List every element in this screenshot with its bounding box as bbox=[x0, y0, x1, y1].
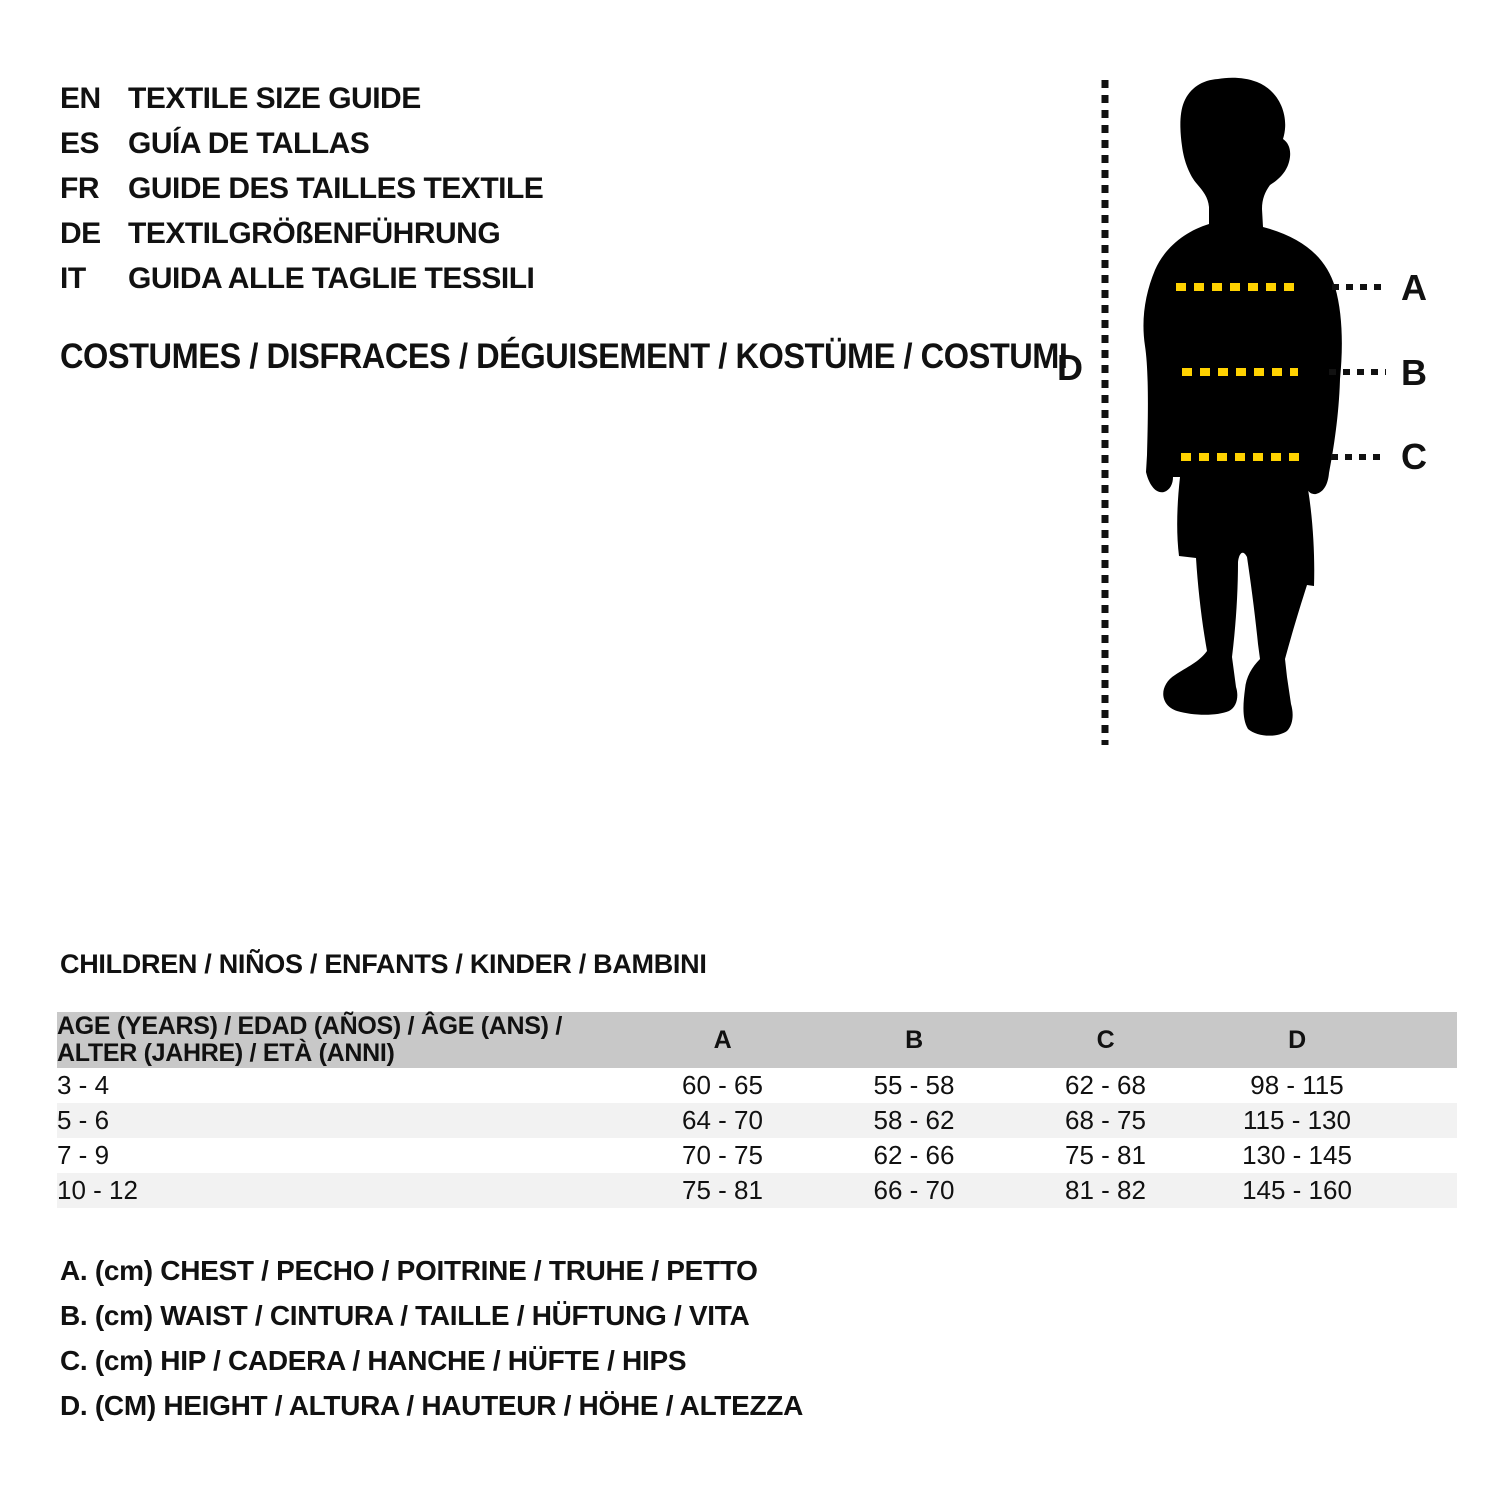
age-header-line2: ALTER (JAHRE) / ETÀ (ANNI) bbox=[57, 1039, 395, 1067]
waist-cell: 58 - 62 bbox=[873, 1105, 955, 1135]
legend-item-hip: C. (cm) HIP / CADERA / HANCHE / HÜFTE / HIPS bbox=[60, 1344, 687, 1376]
category-title: COSTUMES / DISFRACES / DÉGUISEMENT / KOSTÜME / COSTUMI bbox=[60, 337, 1068, 376]
age-cell: 10 - 12 bbox=[57, 1175, 138, 1205]
size-figure bbox=[1040, 55, 1500, 755]
hip-cell: 81 - 82 bbox=[1065, 1175, 1146, 1205]
column-header-d: D bbox=[1288, 1025, 1306, 1054]
waist-cell: 62 - 66 bbox=[873, 1140, 955, 1170]
measure-label-b: B bbox=[1401, 352, 1427, 393]
column-header-a: A bbox=[713, 1025, 732, 1054]
language-row-it bbox=[60, 261, 534, 297]
language-code: IT bbox=[60, 262, 86, 295]
age-cell: 3 - 4 bbox=[57, 1070, 110, 1100]
child-silhouette-icon bbox=[1143, 78, 1341, 736]
language-code: FR bbox=[60, 172, 99, 205]
legend-item-chest: A. (cm) CHEST / PECHO / POITRINE / TRUHE / PETTO bbox=[60, 1254, 758, 1286]
hip-cell: 75 - 81 bbox=[1065, 1140, 1146, 1170]
height-cell: 98 - 115 bbox=[1250, 1070, 1344, 1100]
height-cell: 130 - 145 bbox=[1242, 1140, 1352, 1170]
age-column-header bbox=[57, 1012, 626, 1068]
language-title: GUIDE DES TAILLES TEXTILE bbox=[128, 172, 544, 205]
height-cell: 145 - 160 bbox=[1242, 1175, 1352, 1205]
language-title: GUÍA DE TALLAS bbox=[128, 127, 370, 160]
age-header-line1: AGE (YEARS) / EDAD (AÑOS) / ÂGE (ANS) / bbox=[57, 1012, 562, 1040]
size-table bbox=[57, 1012, 1457, 1208]
chest-cell: 70 - 75 bbox=[682, 1140, 763, 1170]
chest-cell: 60 - 65 bbox=[682, 1070, 763, 1100]
table-row bbox=[57, 1173, 1457, 1208]
language-row-fr bbox=[60, 171, 543, 207]
language-row-de bbox=[60, 216, 500, 252]
language-title: TEXTILE SIZE GUIDE bbox=[128, 82, 421, 115]
age-cell: 5 - 6 bbox=[57, 1105, 110, 1135]
hip-cell: 62 - 68 bbox=[1065, 1070, 1146, 1100]
language-row-es bbox=[60, 126, 369, 162]
measure-label-a: A bbox=[1401, 267, 1427, 308]
hip-cell: 68 - 75 bbox=[1065, 1105, 1146, 1135]
table-row bbox=[57, 1103, 1457, 1138]
language-code: ES bbox=[60, 127, 100, 160]
measure-label-c: C bbox=[1401, 436, 1427, 477]
legend-item-waist: B. (cm) WAIST / CINTURA / TAILLE / HÜFTUNG / VITA bbox=[60, 1299, 750, 1331]
age-cell: 7 - 9 bbox=[57, 1140, 110, 1170]
table-row bbox=[57, 1138, 1457, 1173]
column-header-c: C bbox=[1096, 1025, 1115, 1054]
column-header-spacer bbox=[1392, 1012, 1457, 1068]
section-title-children: CHILDREN / NIÑOS / ENFANTS / KINDER / BAMBINI bbox=[60, 949, 707, 979]
language-code: DE bbox=[60, 217, 101, 250]
language-title: TEXTILGRÖßENFÜHRUNG bbox=[128, 217, 501, 250]
column-header-b: B bbox=[905, 1025, 923, 1054]
height-cell: 115 - 130 bbox=[1243, 1105, 1351, 1135]
waist-cell: 55 - 58 bbox=[873, 1070, 955, 1100]
measure-label-d: D bbox=[1057, 347, 1083, 388]
language-code: EN bbox=[60, 82, 101, 115]
table-row bbox=[57, 1068, 1457, 1103]
language-title: GUIDA ALLE TAGLIE TESSILI bbox=[128, 262, 535, 295]
chest-cell: 75 - 81 bbox=[682, 1175, 763, 1205]
waist-cell: 66 - 70 bbox=[873, 1175, 955, 1205]
legend-item-height: D. (CM) HEIGHT / ALTURA / HAUTEUR / HÖHE / ALTEZZA bbox=[60, 1389, 804, 1421]
table-header-row bbox=[57, 1012, 1457, 1068]
chest-cell: 64 - 70 bbox=[682, 1105, 763, 1135]
language-row-en bbox=[60, 81, 421, 117]
